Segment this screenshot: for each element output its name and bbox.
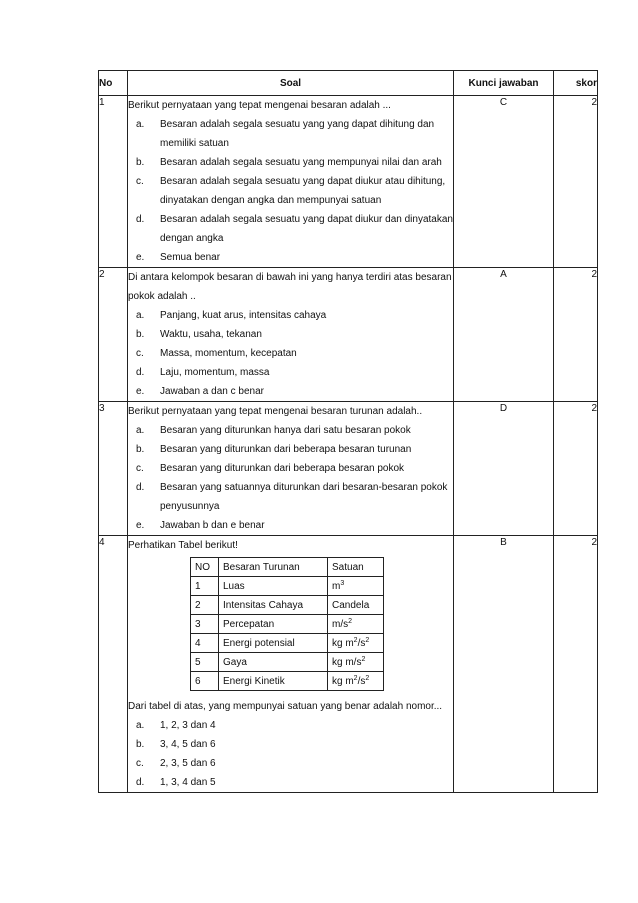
option-letter: b. (136, 739, 145, 750)
option-letter: d. (136, 367, 145, 378)
option-text: Besaran yang satuannya diturunkan dari besaran-besaran pokok penyusunnya (160, 482, 448, 512)
option-item (136, 382, 453, 401)
header-kunci-jawaban: Kunci jawaban (454, 71, 554, 96)
score: 2 (554, 402, 598, 536)
option-letter: d. (136, 482, 145, 493)
option-item (136, 440, 453, 459)
option-letter: e. (136, 386, 145, 397)
unit-exponent-tail: 2 (365, 674, 370, 682)
question-cell (128, 536, 454, 793)
units-row-no: 6 (191, 672, 219, 691)
units-header-no: NO (191, 558, 219, 577)
units-row-no: 1 (191, 577, 219, 596)
units-table-row (191, 672, 384, 691)
option-item (136, 248, 453, 267)
option-item (136, 172, 453, 210)
option-text: Waktu, usaha, tekanan (160, 329, 262, 340)
unit-text: kg m/s (332, 656, 362, 668)
unit-text-tail: /s (357, 637, 366, 649)
option-letter: a. (136, 720, 145, 731)
units-row-no: 2 (191, 596, 219, 615)
option-item (136, 516, 453, 535)
option-item (136, 153, 453, 172)
option-text: Besaran yang diturunkan dari beberapa besaran turunan (160, 444, 412, 455)
units-row-satuan (328, 672, 384, 691)
option-letter: c. (136, 176, 144, 187)
option-list (128, 716, 453, 792)
option-list (128, 306, 453, 401)
units-row-besaran: Gaya (219, 653, 328, 672)
units-table-row (191, 615, 384, 634)
units-row-besaran: Energi Kinetik (219, 672, 328, 691)
option-text: Besaran yang diturunkan dari beberapa besaran pokok (160, 463, 405, 474)
unit-exponent-tail: 2 (365, 636, 370, 644)
unit-text-tail: /s (357, 675, 366, 687)
unit-text: Candela (332, 599, 370, 611)
question-stem: Di antara kelompok besaran di bawah ini yang hanya terdiri atas besaran pokok adalah .. (128, 272, 452, 302)
table-header-row (99, 71, 598, 96)
option-text: Besaran adalah segala sesuatu yang dapat diukur atau dihitung, dinyatakan dengan angka dan mempunyai satuan (160, 176, 446, 206)
unit-text: kg m (332, 675, 354, 687)
option-letter: a. (136, 310, 145, 321)
option-list (128, 115, 453, 267)
units-row-no: 4 (191, 634, 219, 653)
units-table (190, 557, 384, 691)
units-table-row (191, 634, 384, 653)
table-row (99, 536, 598, 793)
answer-key: D (454, 402, 554, 536)
unit-exponent: 3 (340, 579, 345, 587)
answer-key: A (454, 268, 554, 402)
question-cell (128, 96, 454, 268)
score: 2 (554, 536, 598, 793)
option-letter: c. (136, 758, 144, 769)
header-no: No (99, 71, 128, 96)
option-item (136, 478, 453, 516)
option-text: 1, 3, 4 dan 5 (160, 777, 216, 788)
option-item (136, 459, 453, 478)
table-row (99, 96, 598, 268)
units-row-satuan (328, 653, 384, 672)
question-number: 3 (99, 402, 128, 536)
option-letter: c. (136, 348, 144, 359)
option-letter: c. (136, 463, 144, 474)
option-letter: a. (136, 425, 145, 436)
option-item (136, 421, 453, 440)
option-letter: d. (136, 214, 145, 225)
option-letter: b. (136, 444, 145, 455)
option-item (136, 306, 453, 325)
option-item (136, 754, 453, 773)
option-item (136, 115, 453, 153)
question-table (98, 70, 598, 793)
question-number: 2 (99, 268, 128, 402)
question-stem: Berikut pernyataan yang tepat mengenai besaran adalah ... (128, 100, 391, 111)
option-item (136, 325, 453, 344)
score: 2 (554, 268, 598, 402)
option-text: 3, 4, 5 dan 6 (160, 739, 216, 750)
unit-text: m (332, 580, 341, 592)
option-text: Jawaban b dan e benar (160, 520, 265, 531)
unit-text: m/s (332, 618, 349, 630)
option-text: Besaran adalah segala sesuatu yang dapat diukur dan dinyatakan dengan angka (160, 214, 453, 244)
units-table-row (191, 596, 384, 615)
units-row-besaran: Energi potensial (219, 634, 328, 653)
question-stem: Berikut pernyataan yang tepat mengenai besaran turunan adalah.. (128, 406, 423, 417)
units-table-row (191, 653, 384, 672)
table-row (99, 268, 598, 402)
option-letter: b. (136, 157, 145, 168)
answer-key: B (454, 536, 554, 793)
score: 2 (554, 96, 598, 268)
option-text: Besaran yang diturunkan hanya dari satu besaran pokok (160, 425, 411, 436)
question-followup: Dari tabel di atas, yang mempunyai satuan yang benar adalah nomor... (128, 701, 443, 712)
unit-exponent: 2 (348, 617, 353, 625)
units-table-row (191, 577, 384, 596)
question-number: 1 (99, 96, 128, 268)
units-row-no: 5 (191, 653, 219, 672)
option-item (136, 735, 453, 754)
units-row-no: 3 (191, 615, 219, 634)
units-row-besaran: Intensitas Cahaya (219, 596, 328, 615)
unit-exponent: 2 (353, 636, 358, 644)
units-row-satuan (328, 596, 384, 615)
question-stem: Perhatikan Tabel berikut! (128, 540, 238, 551)
option-letter: b. (136, 329, 145, 340)
option-text: Laju, momentum, massa (160, 367, 270, 378)
answer-key: C (454, 96, 554, 268)
units-row-besaran: Luas (219, 577, 328, 596)
option-text: Semua benar (160, 252, 221, 263)
question-number: 4 (99, 536, 128, 793)
header-skor: skor (554, 71, 598, 96)
units-row-besaran: Percepatan (219, 615, 328, 634)
option-item (136, 716, 453, 735)
option-item (136, 773, 453, 792)
option-text: Besaran adalah segala sesuatu yang yang dapat dihitung dan memiliki satuan (160, 119, 435, 149)
units-row-satuan (328, 634, 384, 653)
question-cell (128, 268, 454, 402)
header-soal: Soal (128, 71, 454, 96)
option-text: 1, 2, 3 dan 4 (160, 720, 216, 731)
units-row-satuan (328, 615, 384, 634)
unit-exponent: 2 (361, 655, 366, 663)
option-item (136, 344, 453, 363)
option-text: Panjang, kuat arus, intensitas cahaya (160, 310, 327, 321)
option-letter: d. (136, 777, 145, 788)
option-list (128, 421, 453, 535)
option-text: Besaran adalah segala sesuatu yang mempunyai nilai dan arah (160, 157, 442, 168)
units-header-satuan: Satuan (328, 558, 384, 577)
option-text: 2, 3, 5 dan 6 (160, 758, 216, 769)
table-row (99, 402, 598, 536)
option-text: Massa, momentum, kecepatan (160, 348, 297, 359)
option-item (136, 363, 453, 382)
option-letter: a. (136, 119, 145, 130)
units-row-satuan (328, 577, 384, 596)
option-item (136, 210, 453, 248)
units-table-header (191, 558, 384, 577)
option-letter: e. (136, 520, 145, 531)
unit-text: kg m (332, 637, 354, 649)
option-letter: e. (136, 252, 145, 263)
units-header-besaran: Besaran Turunan (219, 558, 328, 577)
question-cell (128, 402, 454, 536)
unit-exponent: 2 (353, 674, 358, 682)
option-text: Jawaban a dan c benar (160, 386, 264, 397)
